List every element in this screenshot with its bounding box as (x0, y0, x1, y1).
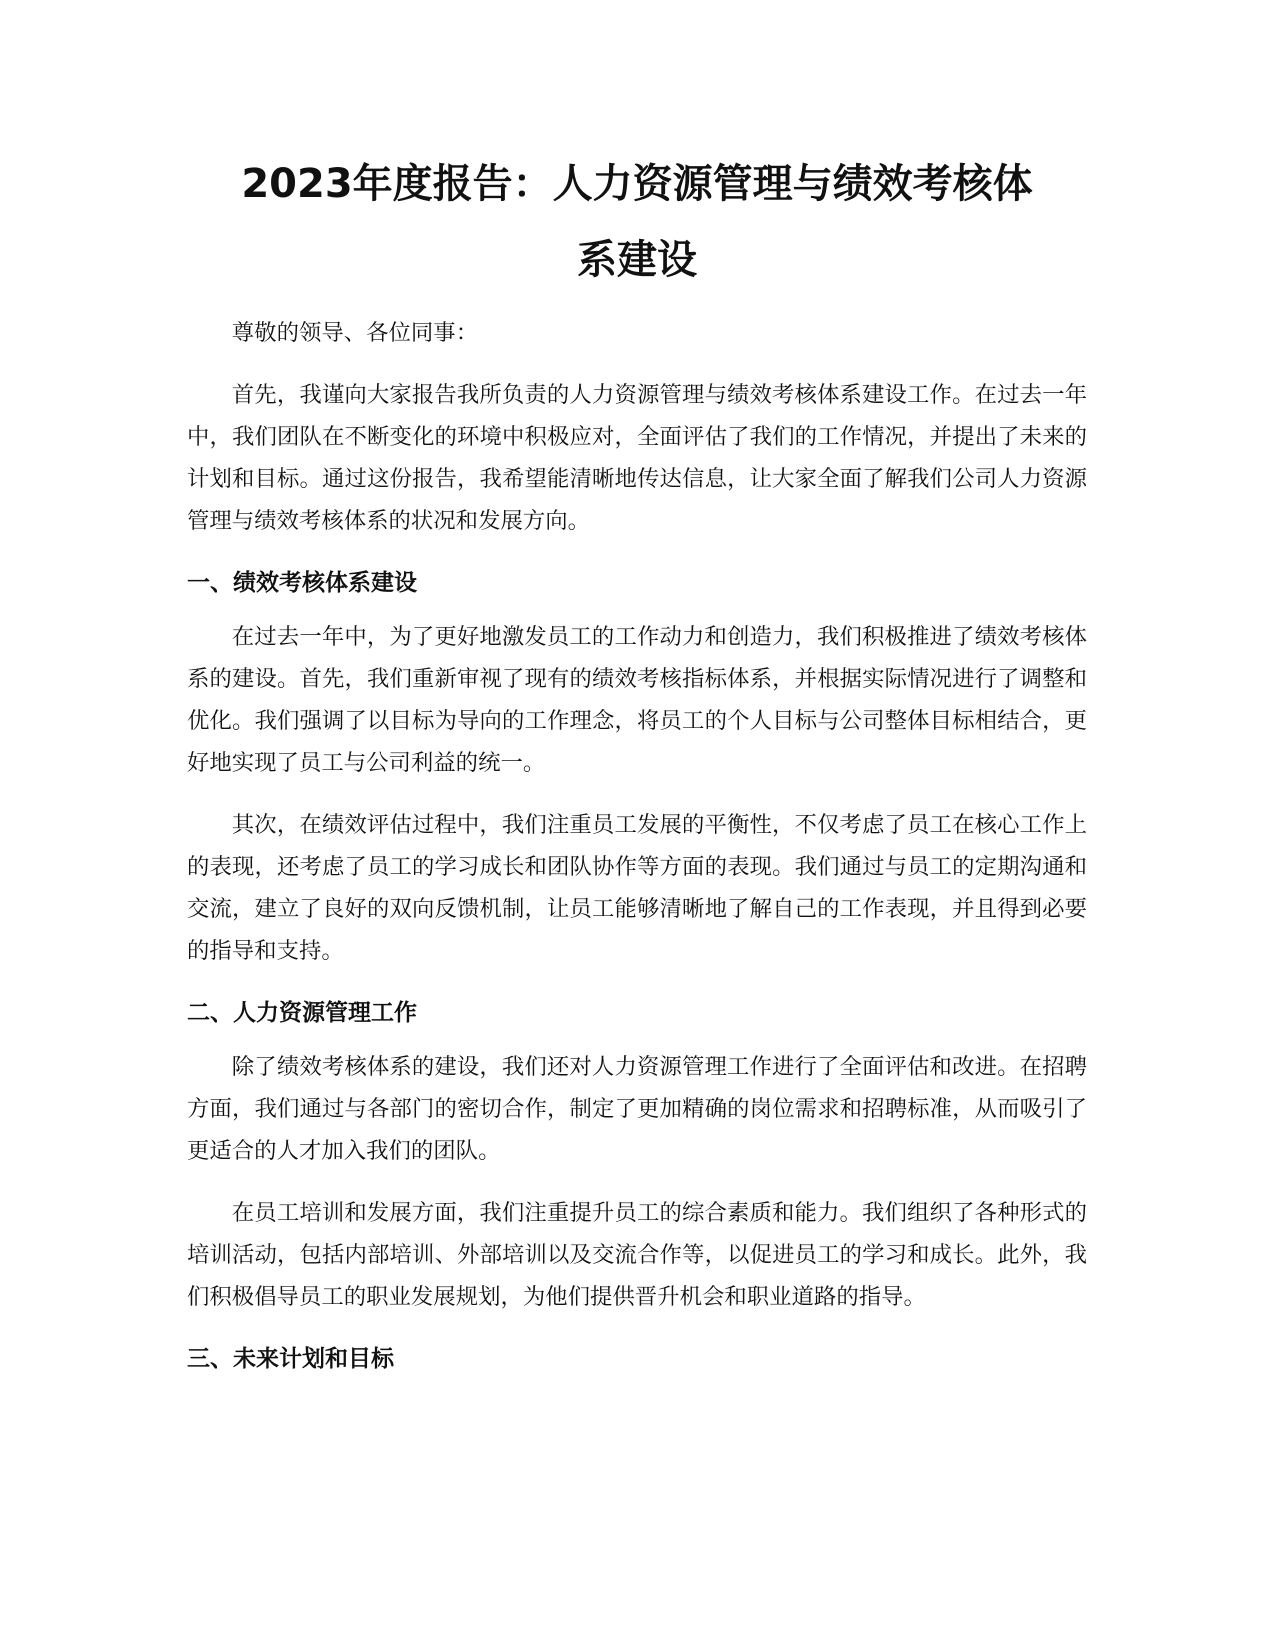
section-1-paragraph-2: 其次，在绩效评估过程中，我们注重员工发展的平衡性，不仅考虑了员工在核心工作上的表现，还考虑了员工的学习成长和团队协作等方面的表现。我们通过与员工的定期沟通和交流，建立了良好的双向反馈机制，让员工能够清晰地了解自己的工作表现，并且得到必要的指导和支持。 (187, 812, 1087, 964)
salutation: 尊敬的领导、各位同事： (231, 320, 479, 346)
document-title-line-1: 2023年度报告：人力资源管理与绩效考核体 (241, 161, 1033, 207)
document-title-line-2: 系建设 (577, 237, 697, 283)
intro-paragraph: 首先，我谨向大家报告我所负责的人力资源管理与绩效考核体系建设工作。在过去一年中，我们团队在不断变化的环境中积极应对，全面评估了我们的工作情况，并提出了未来的计划和目标。通过这份报告，我希望能清晰地传达信息，让大家全面了解我们公司人力资源管理与绩效考核体系的状况和发展方向。 (187, 382, 1087, 534)
section-heading-3: 三、未来计划和目标 (187, 1346, 394, 1372)
section-heading-2: 二、人力资源管理工作 (187, 1000, 417, 1026)
section-2-paragraph-2: 在员工培训和发展方面，我们注重提升员工的综合素质和能力。我们组织了各种形式的培训活动，包括内部培训、外部培训以及交流合作等，以促进员工的学习和成长。此外，我们积极倡导员工的职业发展规划，为他们提供晋升机会和职业道路的指导。 (187, 1200, 1087, 1310)
section-heading-1: 一、绩效考核体系建设 (187, 570, 417, 596)
document-body (187, 146, 1087, 1380)
section-1-paragraph-1: 在过去一年中，为了更好地激发员工的工作动力和创造力，我们积极推进了绩效考核体系的建设。首先，我们重新审视了现有的绩效考核指标体系，并根据实际情况进行了调整和优化。我们强调了以目标为导向的工作理念，将员工的个人目标与公司整体目标相结合，更好地实现了员工与公司利益的统一。 (187, 624, 1087, 776)
section-2-paragraph-1: 除了绩效考核体系的建设，我们还对人力资源管理工作进行了全面评估和改进。在招聘方面，我们通过与各部门的密切合作，制定了更加精确的岗位需求和招聘标准，从而吸引了更适合的人才加入我们的团队。 (187, 1054, 1087, 1164)
document-title (187, 146, 1087, 298)
